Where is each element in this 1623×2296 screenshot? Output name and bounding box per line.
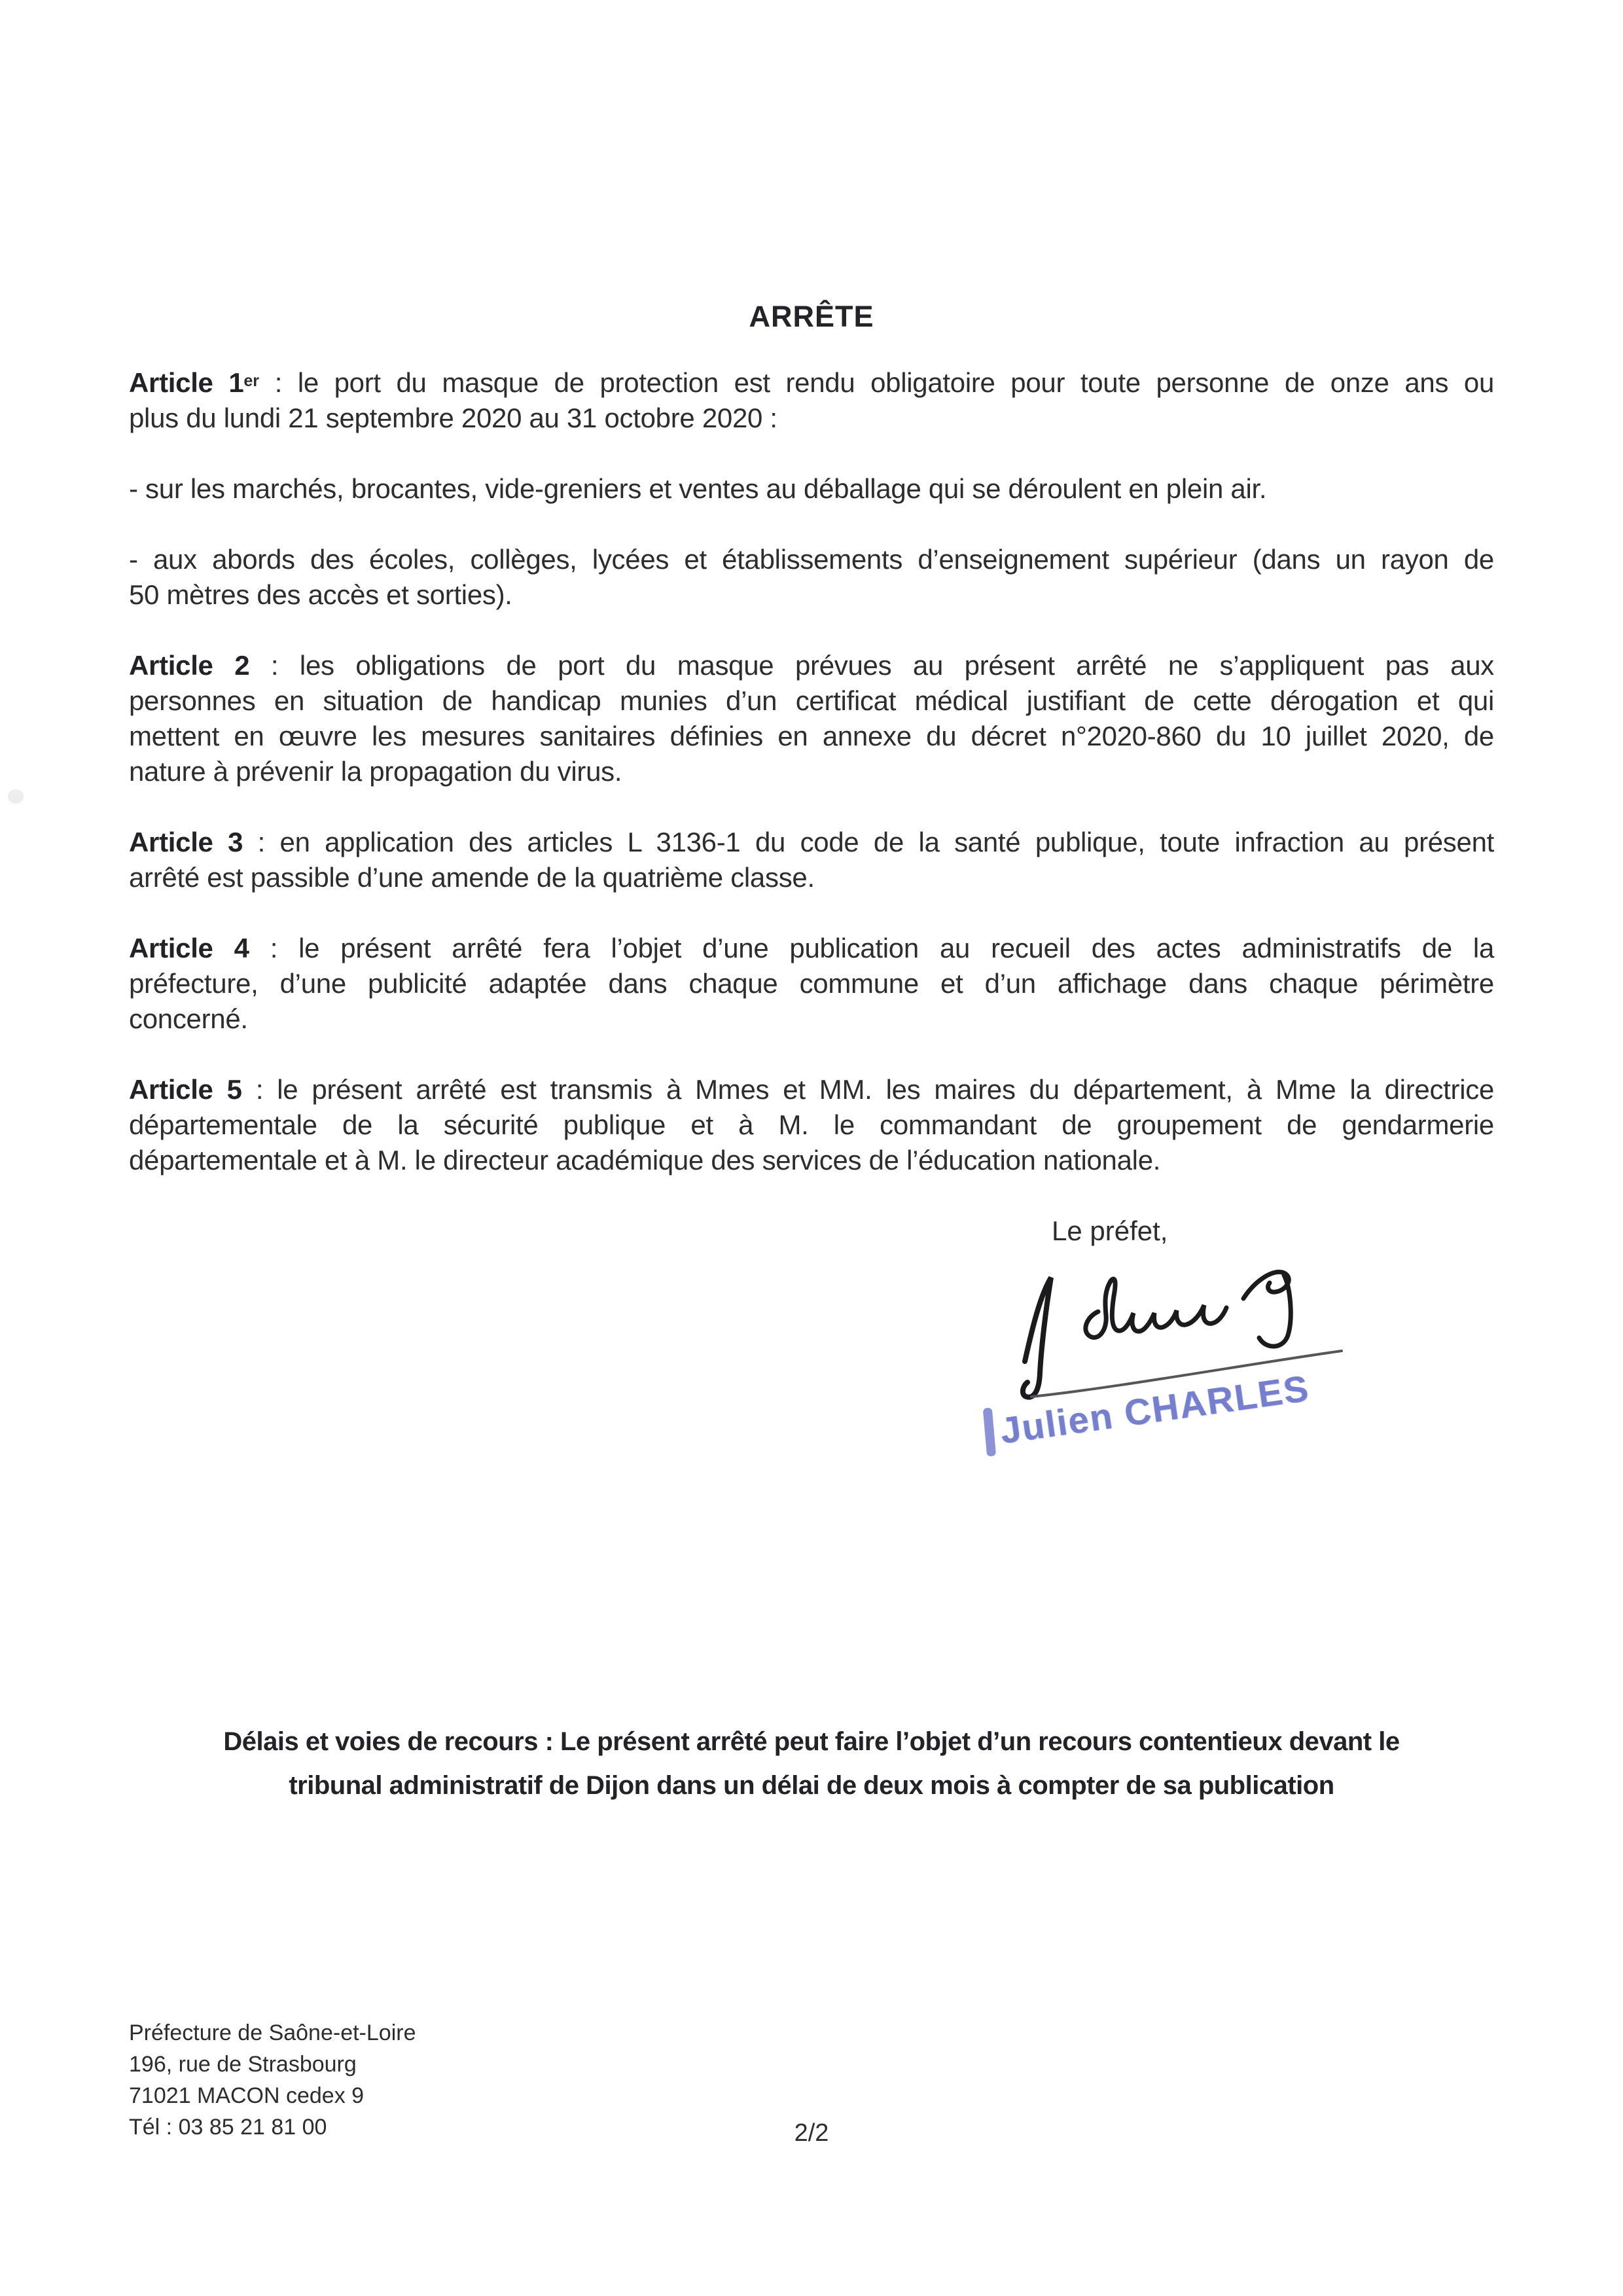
article-5-label: Article 5: [129, 1074, 242, 1105]
article-4-line-1: [129, 931, 1494, 966]
article-3-text: : en application des articles L 3136-1 du code de la santé publique, toute infraction au présent: [243, 827, 1494, 857]
page-number: 2/2: [794, 2119, 829, 2147]
article-2-paragraph: [129, 648, 1494, 789]
stamp-ink-blot: [983, 1408, 996, 1457]
article-1-superscript: er: [243, 372, 260, 390]
article-2-text: : les obligations de port du masque prévues au présent arrêté ne s’appliquent pas aux: [249, 650, 1495, 681]
article-3-label: Article 3: [129, 827, 243, 857]
article-4-line-3: concerné.: [129, 1003, 248, 1034]
appeal-notice-line-2: tribunal administratif de Dijon dans un délai de deux mois à compter de sa publication: [289, 1771, 1334, 1800]
bullet-schools-line-1: - aux abords des écoles, collèges, lycées et établissements d’enseignement supérieur (dans un rayon de: [129, 544, 1494, 575]
scan-artifact: [8, 789, 24, 804]
article-2-line-2: personnes en situation de handicap munies d’un certificat médical justifiant de cette dérogation et qui: [129, 685, 1494, 716]
prefecture-name: Préfecture de Saône-et-Loire: [129, 2020, 416, 2045]
article-2-label: Article 2: [129, 650, 250, 681]
document-body: [129, 363, 1494, 1249]
article-4-paragraph: [129, 931, 1494, 1037]
article-1-paragraph: [129, 363, 1494, 436]
article-1-line-2: plus du lundi 21 septembre 2020 au 31 octobre 2020 :: [129, 403, 777, 433]
article-2-line-3: mettent en œuvre les mesures sanitaires définies en annexe du décret n°2020-860 du 10 juillet 2020, de: [129, 721, 1494, 751]
article-3-line-2: arrêté est passible d’une amende de la quatrième classe.: [129, 862, 815, 893]
article-5-line-2: départementale de la sécurité publique et à M. le commandant de groupement de gendarmerie: [129, 1109, 1494, 1140]
article-1-text: : le port du masque de protection est rendu obligatoire pour toute personne de onze ans ou: [259, 367, 1495, 398]
article-5-line-1: [129, 1072, 1494, 1107]
prefecture-city: 71021 MACON cedex 9: [129, 2083, 365, 2108]
article-5-paragraph: [129, 1072, 1494, 1178]
appeal-notice-line-1: Délais et voies de recours : Le présent arrêté peut faire l’objet d’un recours contentieux devant le: [223, 1727, 1400, 1756]
stamp-name: Julien CHARLES: [997, 1367, 1312, 1451]
prefecture-street: 196, rue de Strasbourg: [129, 2052, 357, 2077]
article-2-line-1: [129, 648, 1494, 683]
article-5-line-3: départementale et à M. le directeur académique des services de l’éducation nationale.: [129, 1145, 1161, 1175]
article-1-label: Article 1: [129, 367, 244, 398]
bullet-markets-line: - sur les marchés, brocantes, vide-greniers et ventes au déballage qui se déroulent en plein air.: [129, 473, 1267, 504]
article-3-paragraph: [129, 825, 1494, 895]
article-2-line-4: nature à prévenir la propagation du virus.: [129, 756, 622, 787]
article-1-line-1: [129, 363, 1494, 401]
bullet-schools-line-2: 50 mètres des accès et sorties).: [129, 579, 512, 610]
appeal-notice: [0, 1720, 1623, 1808]
article-4-line-2: préfecture, d’une publicité adaptée dans chaque commune et d’un affichage dans chaque périmètre: [129, 968, 1494, 999]
page-title: ARRÊTE: [749, 300, 874, 333]
article-5-text: : le présent arrêté est transmis à Mmes et MM. les maires du département, à Mme la directrice: [241, 1074, 1494, 1105]
prefecture-phone: Tél : 03 85 21 81 00: [129, 2115, 327, 2140]
article-3-line-1: [129, 825, 1494, 860]
bullet-markets-paragraph: [129, 471, 1494, 507]
article-4-text: : le présent arrêté fera l’objet d’une publication au recueil des actes administratifs de la: [249, 933, 1495, 963]
article-4-label: Article 4: [129, 933, 249, 963]
bullet-schools-paragraph: [129, 542, 1494, 613]
signature-title: Le préfet,: [1052, 1215, 1168, 1246]
